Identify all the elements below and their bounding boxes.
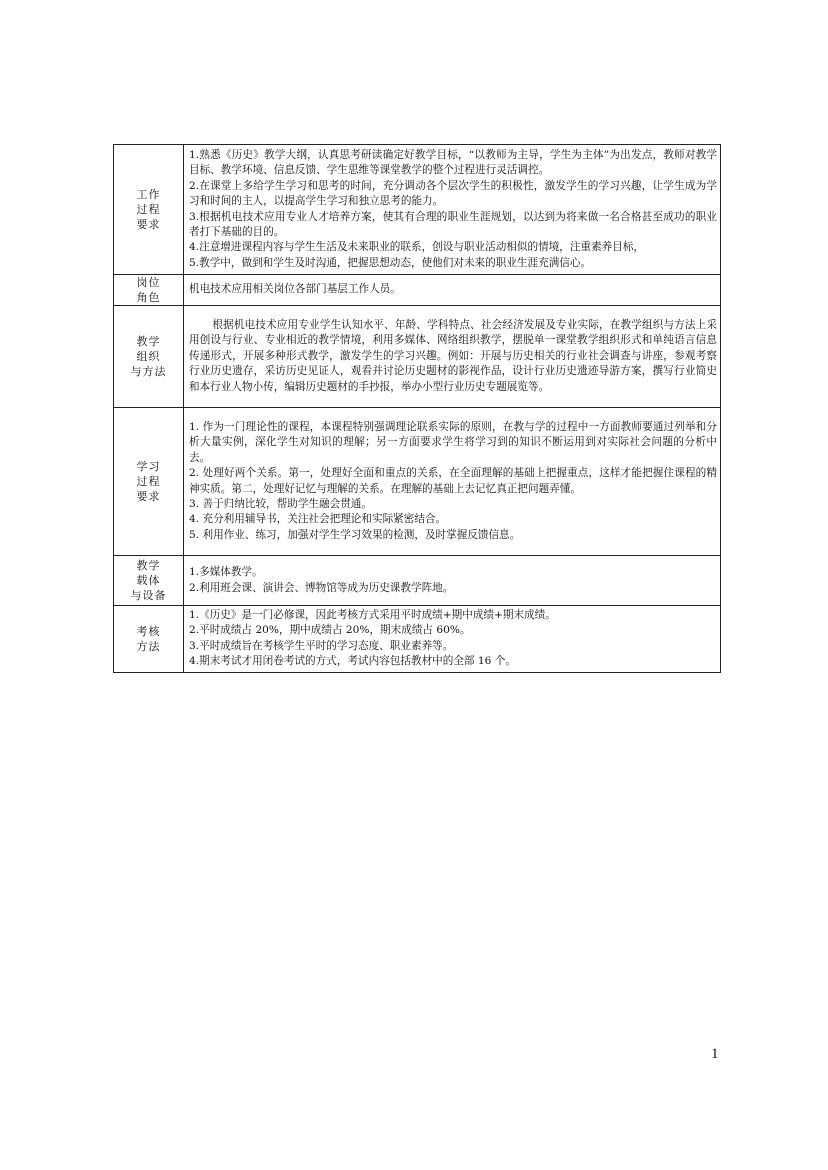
row-label-cell <box>114 275 184 306</box>
row-label-line: 教学 <box>136 335 161 348</box>
content-paragraph: 5. 利用作业、练习，加强对学生学习效果的检测，及时掌握反馈信息。 <box>189 528 521 541</box>
row-content-cell <box>184 145 721 275</box>
table-row <box>114 556 721 606</box>
content-paragraph: 2.平时成绩占 20%，期中成绩占 20%，期末成绩占 60%。 <box>189 624 471 637</box>
content-paragraph: 2.在课堂上多给学生学习和思考的时间，充分调动各个层次学生的积极性，激发学生的学习兴趣，让学生成为学习和时间的主人，以提高学生学习和独立思考的能力。 <box>189 179 717 208</box>
content-paragraph: 机电技术应用相关岗位各部门基层工作人员。 <box>189 283 401 296</box>
content-paragraph: 3. 善于归纳比较，帮助学生融会贯通。 <box>189 497 372 510</box>
row-label-line: 过程 <box>136 475 161 488</box>
row-label-line: 组织 <box>136 350 161 363</box>
content-paragraph: 4.期末考试才用闭卷考试的方式，考试内容包括教材中的全部 16 个。 <box>189 655 516 668</box>
content-paragraph: 3.平时成绩旨在考核学生平时的学习态度、职业素养等。 <box>189 639 454 652</box>
content-paragraph: 2. 处理好两个关系。第一，处理好全面和重点的关系，在全面理解的基础上把握重点，这样才能把握住课程的精神实质。第二，处理好记忆与理解的关系。在理解的基础上去记忆真正把问题弄懂。 <box>189 467 717 495</box>
curriculum-table-body <box>114 145 721 673</box>
table-row <box>114 408 721 556</box>
content-paragraph: 1.多媒体教学。 <box>189 566 263 579</box>
content-paragraph: 1. 作为一门理论性的课程，本课程特别强调理论联系实际的原则，在教与学的过程中一方面教师要通过列举和分析大量实例，深化学生对知识的理解；另一方面要求学生将学习到的知识不断运用到对实际社会问题的分析中去。 <box>189 420 717 464</box>
content-paragraph: 3.根据机电技术应用专业人才培养方案，使其有合理的职业生涯规划，以达到为将来做一名合格甚至成功的职业者打下基础的目的。 <box>189 210 717 238</box>
row-content-cell <box>184 408 721 556</box>
row-content-cell <box>184 556 721 606</box>
table-row <box>114 306 721 408</box>
row-label-line: 学习 <box>136 460 161 473</box>
table-row <box>114 275 721 306</box>
row-label-line: 角色 <box>136 291 161 304</box>
row-label-cell <box>114 606 184 673</box>
row-label-line: 过程 <box>136 203 161 216</box>
curriculum-table <box>113 144 721 673</box>
row-label-cell <box>114 556 184 606</box>
row-content-cell <box>184 306 721 408</box>
row-label-cell <box>114 306 184 408</box>
row-label-line: 载体 <box>136 574 161 587</box>
row-label-line: 考核 <box>136 624 161 638</box>
content-paragraph: 1.熟悉《历史》教学大纲，认真思考研读确定好教学目标，“以教师为主导，学生为主体”为出发点，教师对教学目标、教学环境、信息反馈、学生思维等课堂教学的整个过程进行灵活调控。 <box>189 148 717 177</box>
content-paragraph: 4.注意增进课程内容与学生生活及未来职业的联系，创设与职业活动相似的情境，注重素养目标， <box>189 241 645 254</box>
row-label-cell <box>114 408 184 556</box>
row-label-line: 要求 <box>136 490 161 503</box>
table-row <box>114 606 721 673</box>
row-label-line: 与设备 <box>130 589 167 602</box>
row-label-line: 教学 <box>136 559 161 572</box>
row-content-cell <box>184 275 721 306</box>
content-paragraph: 2.利用班会课、演讲会、博物馆等成为历史课教学阵地。 <box>189 581 454 594</box>
row-label-line: 要求 <box>136 218 161 231</box>
row-label-line: 岗位 <box>136 276 161 289</box>
content-paragraph: 5.教学中，做到和学生及时沟通，把握思想动态，使他们对未来的职业生涯充满信心。 <box>189 256 592 269</box>
row-label-line: 工作 <box>136 188 161 201</box>
page-number: 1 <box>711 1046 719 1062</box>
row-label-line: 与方法 <box>130 365 167 378</box>
content-paragraph: 根据机电技术应用专业学生认知水平、年龄、学科特点、社会经济发展及专业实际，在教学组织与方法上采用创设与行业、专业相近的教学情境，利用多媒体、网络组织教学，摆脱单一课堂教学组织形式和单纯语言信息传递形式，开展多种形式教学，激发学生的学习兴趣。例如：开展与历史相关的行业社会调查与讲座，参观考察行业历史遗存，采访历史见证人，观看并讨论历史题材的影视作品，设计行业历史遗迹导游方案，撰写行业简史和本行业人物小传，编辑历史题材的手抄报，举办小型行业历史专题展览等。 <box>189 318 717 393</box>
table-row <box>114 145 721 275</box>
row-content-cell <box>184 606 721 673</box>
content-paragraph: 1.《历史》是一门必修课，因此考核方式采用平时成绩+期中成绩+期末成绩。 <box>189 609 556 621</box>
content-paragraph: 4. 充分利用辅导书，关注社会把理论和实际紧密结合。 <box>189 513 447 526</box>
row-label-cell <box>114 145 184 275</box>
row-label-line: 方法 <box>136 639 161 653</box>
